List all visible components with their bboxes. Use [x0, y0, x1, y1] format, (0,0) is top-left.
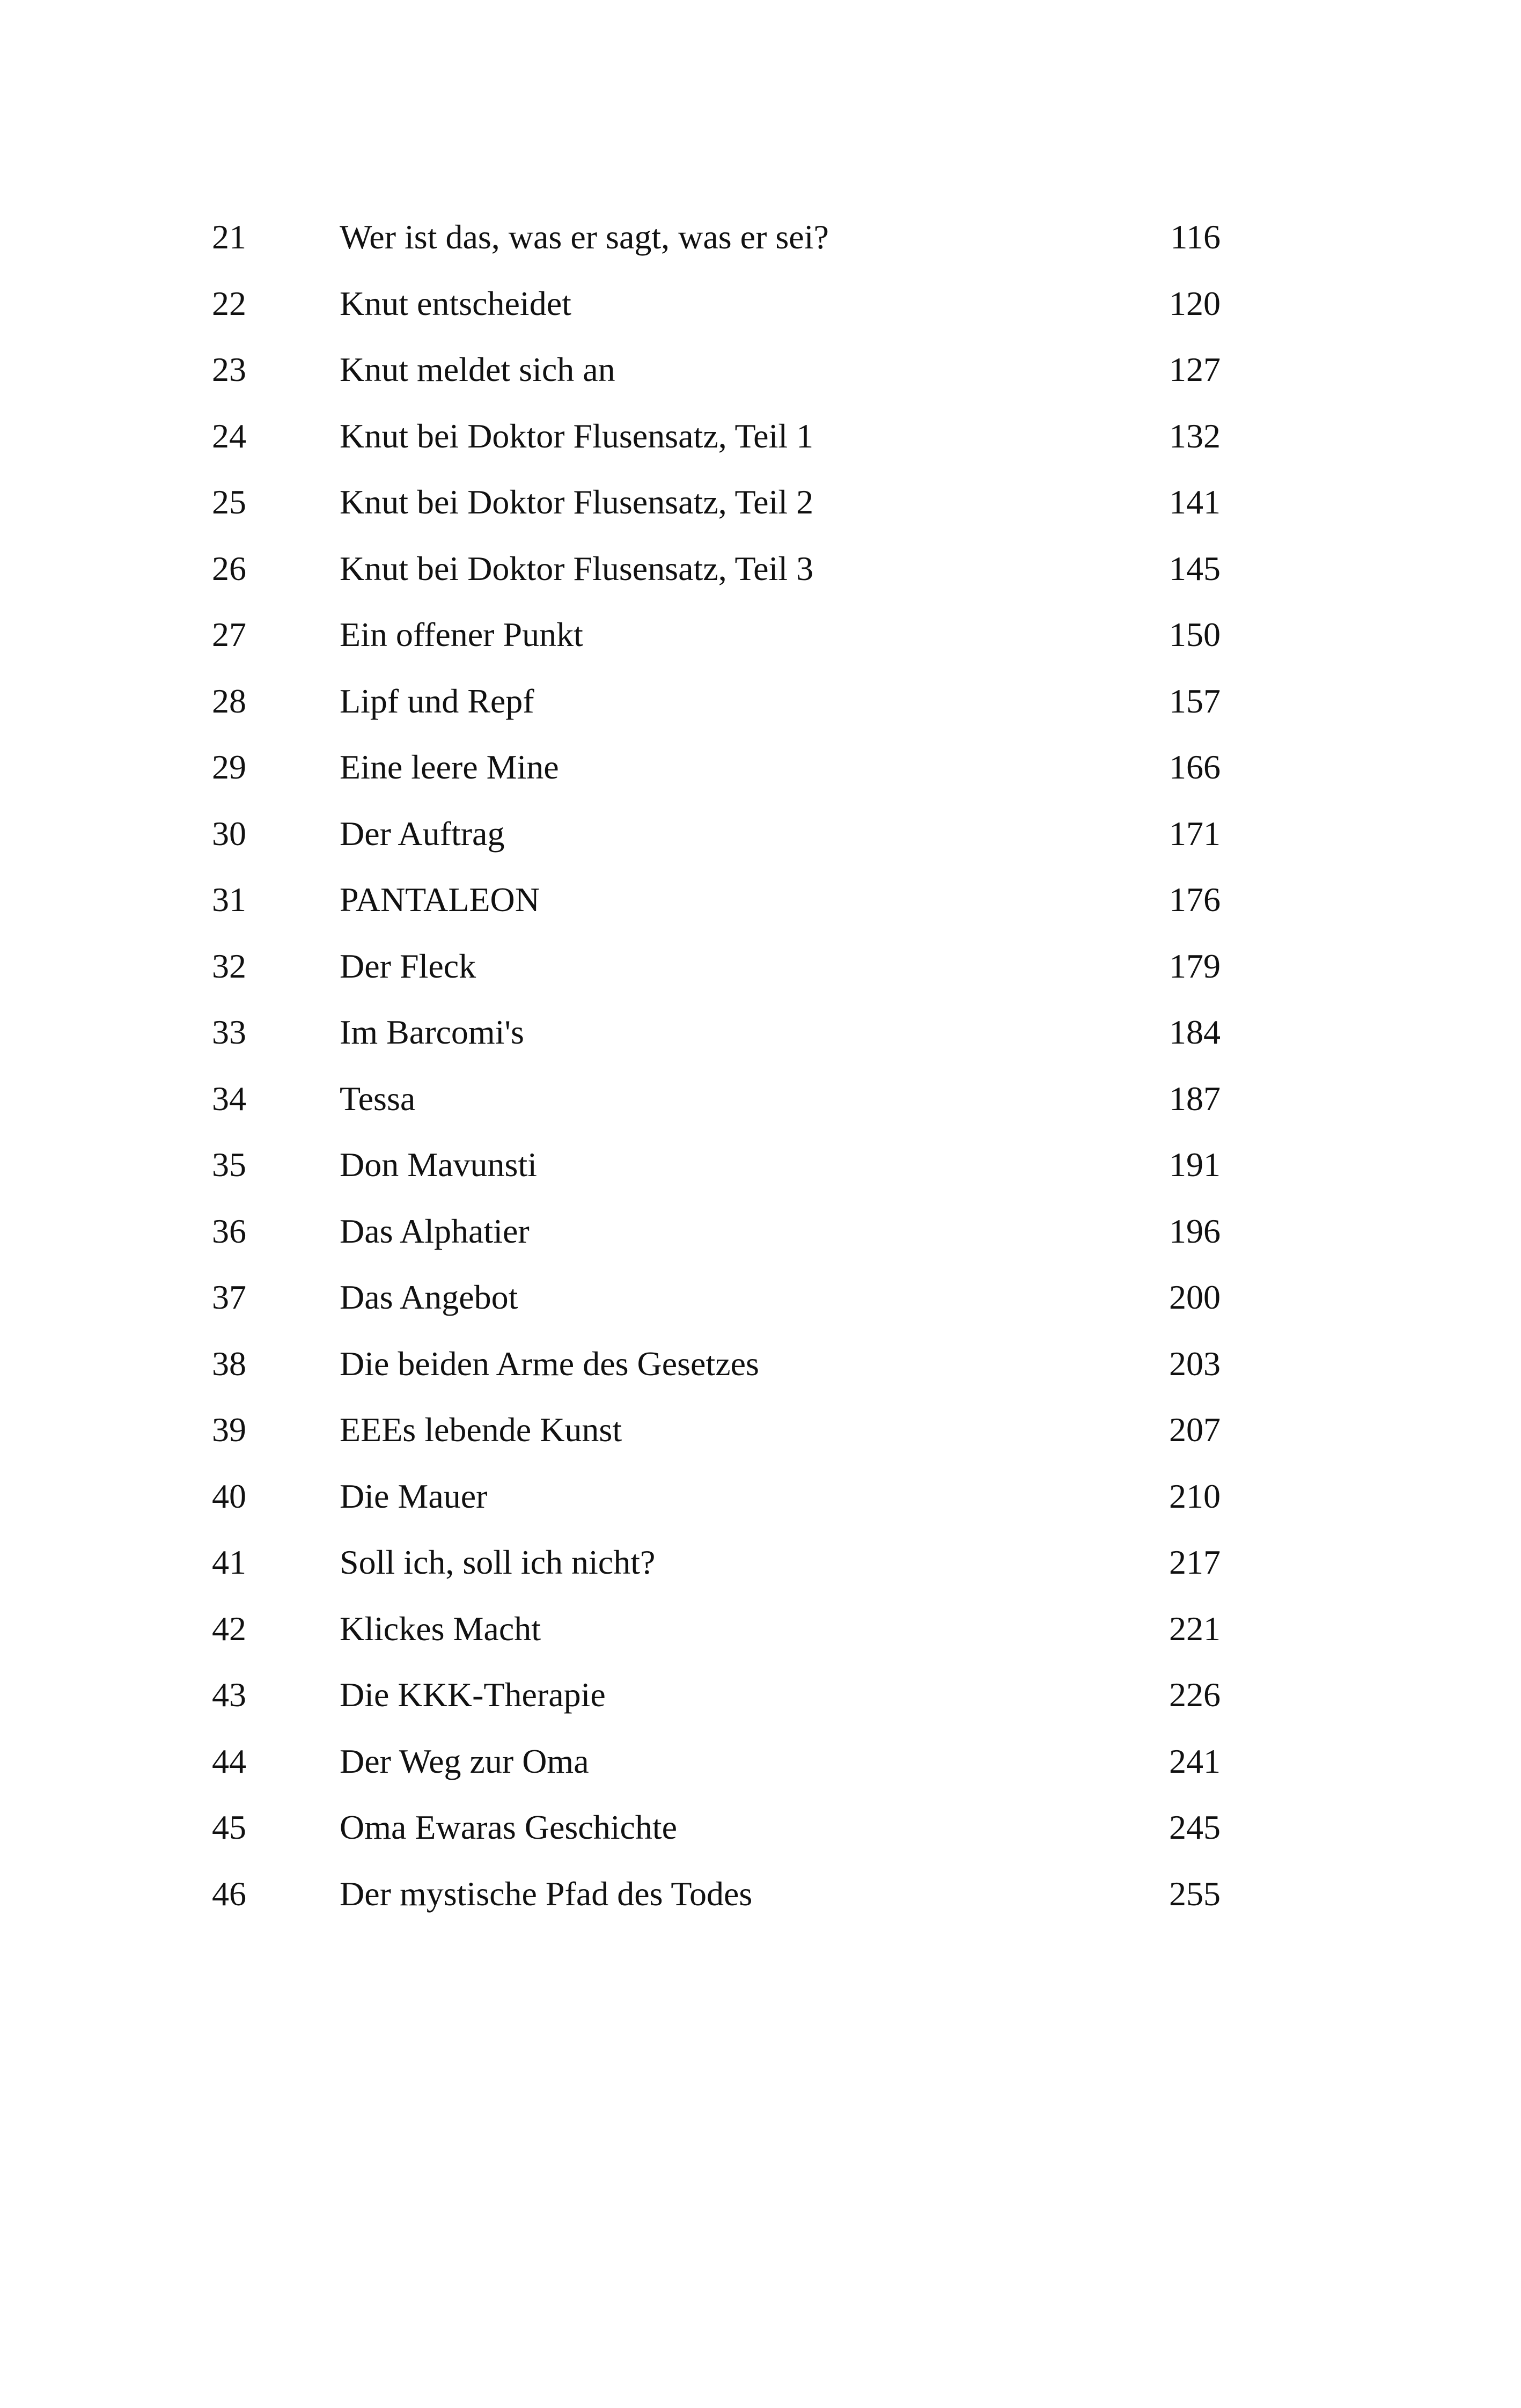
chapter-number: 38: [212, 1344, 246, 1383]
chapter-number: 31: [212, 880, 246, 919]
page-number: 226: [1169, 1676, 1221, 1714]
page-number: 176: [1169, 880, 1221, 919]
toc-entry: [212, 1198, 1221, 1265]
chapter-title: Lipf und Repf: [340, 681, 534, 720]
page-number: 166: [1169, 748, 1221, 786]
toc-entry: [212, 1662, 1221, 1728]
page-number: 255: [1169, 1874, 1221, 1913]
chapter-title: Oma Ewaras Geschichte: [340, 1808, 678, 1846]
chapter-number: 21: [212, 218, 246, 256]
page-number: 127: [1169, 350, 1221, 388]
toc-entry: [212, 867, 1221, 933]
chapter-number: 35: [212, 1146, 246, 1184]
chapter-number: 32: [212, 946, 246, 985]
page-number: 191: [1169, 1146, 1221, 1184]
toc-entry: [212, 999, 1221, 1066]
chapter-title: Klickes Macht: [340, 1609, 541, 1648]
page-number: 210: [1169, 1477, 1221, 1515]
chapter-title: Das Alphatier: [340, 1212, 530, 1250]
toc-entry: [212, 336, 1221, 403]
toc-entry: [212, 1264, 1221, 1331]
page-number: 141: [1169, 483, 1221, 521]
toc-entry: [212, 1794, 1221, 1861]
chapter-number: 22: [212, 284, 246, 322]
chapter-title: Die Mauer: [340, 1477, 488, 1515]
chapter-title: Soll ich, soll ich nicht?: [340, 1543, 656, 1581]
chapter-number: 42: [212, 1609, 246, 1648]
toc-entry: [212, 734, 1221, 801]
page-number: 132: [1169, 416, 1221, 455]
chapter-number: 26: [212, 549, 246, 588]
page-number: 221: [1169, 1609, 1221, 1648]
chapter-title: Tessa: [340, 1079, 416, 1118]
toc-entry: [212, 1728, 1221, 1795]
chapter-number: 44: [212, 1742, 246, 1780]
chapter-title: Der Weg zur Oma: [340, 1742, 589, 1780]
page-number: 217: [1169, 1543, 1221, 1581]
page-number: 200: [1169, 1278, 1221, 1316]
toc-entry: [212, 1463, 1221, 1530]
toc-entry: [212, 469, 1221, 535]
chapter-title: Don Mavunsti: [340, 1146, 537, 1184]
chapter-number: 24: [212, 416, 246, 455]
toc-entry: [212, 403, 1221, 469]
chapter-title: Die beiden Arme des Gesetzes: [340, 1344, 759, 1383]
page-number: 245: [1169, 1808, 1221, 1846]
toc-entry: [212, 668, 1221, 735]
page-number: 179: [1169, 946, 1221, 985]
chapter-title: Wer ist das, was er sagt, was er sei?: [340, 218, 829, 256]
chapter-number: 41: [212, 1543, 246, 1581]
page-number: 203: [1169, 1344, 1221, 1383]
chapter-number: 25: [212, 483, 246, 521]
toc-entry: [212, 1066, 1221, 1132]
chapter-number: 37: [212, 1278, 246, 1316]
page-number: 187: [1169, 1079, 1221, 1118]
chapter-title: Im Barcomi's: [340, 1013, 524, 1051]
chapter-number: 30: [212, 814, 246, 853]
chapter-title: Der Auftrag: [340, 814, 505, 853]
chapter-title: Knut bei Doktor Flusensatz, Teil 2: [340, 483, 814, 521]
page-number: 207: [1169, 1411, 1221, 1449]
toc-entry: [212, 1397, 1221, 1463]
chapter-title: Das Angebot: [340, 1278, 518, 1316]
chapter-number: 40: [212, 1477, 246, 1515]
page-number: 145: [1169, 549, 1221, 588]
chapter-number: 45: [212, 1808, 246, 1846]
page-number: 150: [1169, 615, 1221, 654]
chapter-title: Knut bei Doktor Flusensatz, Teil 3: [340, 549, 814, 588]
page-number: 196: [1169, 1212, 1221, 1250]
toc-entry: [212, 933, 1221, 1000]
chapter-number: 46: [212, 1874, 246, 1913]
chapter-number: 23: [212, 350, 246, 388]
chapter-number: 34: [212, 1079, 246, 1118]
chapter-title: Der mystische Pfad des Todes: [340, 1874, 753, 1913]
page-number: 241: [1169, 1742, 1221, 1780]
chapter-title: Die KKK-Therapie: [340, 1676, 606, 1714]
toc-entry: [212, 601, 1221, 668]
chapter-title: Knut bei Doktor Flusensatz, Teil 1: [340, 416, 814, 455]
page-number: 171: [1169, 814, 1221, 853]
chapter-number: 33: [212, 1013, 246, 1051]
toc-entry: [212, 1132, 1221, 1198]
toc-entry: [212, 535, 1221, 602]
chapter-number: 27: [212, 615, 246, 654]
toc-entry: [212, 1529, 1221, 1596]
chapter-number: 39: [212, 1411, 246, 1449]
page-number: 116: [1170, 218, 1221, 256]
chapter-title: Ein offener Punkt: [340, 615, 583, 654]
table-of-contents: [212, 204, 1221, 1927]
chapter-title: EEEs lebende Kunst: [340, 1411, 622, 1449]
toc-entry: [212, 1861, 1221, 1927]
toc-entry: [212, 801, 1221, 867]
chapter-title: Eine leere Mine: [340, 748, 559, 786]
chapter-title: Knut meldet sich an: [340, 350, 615, 388]
page-number: 157: [1169, 681, 1221, 720]
chapter-title: Knut entscheidet: [340, 284, 571, 322]
toc-entry: [212, 1596, 1221, 1662]
page-number: 120: [1169, 284, 1221, 322]
chapter-title: Der Fleck: [340, 946, 476, 985]
toc-entry: [212, 204, 1221, 270]
chapter-number: 29: [212, 748, 246, 786]
toc-entry: [212, 270, 1221, 337]
chapter-number: 28: [212, 681, 246, 720]
chapter-number: 43: [212, 1676, 246, 1714]
chapter-number: 36: [212, 1212, 246, 1250]
chapter-title: PANTALEON: [340, 880, 540, 919]
toc-entry: [212, 1331, 1221, 1397]
page-number: 184: [1169, 1013, 1221, 1051]
